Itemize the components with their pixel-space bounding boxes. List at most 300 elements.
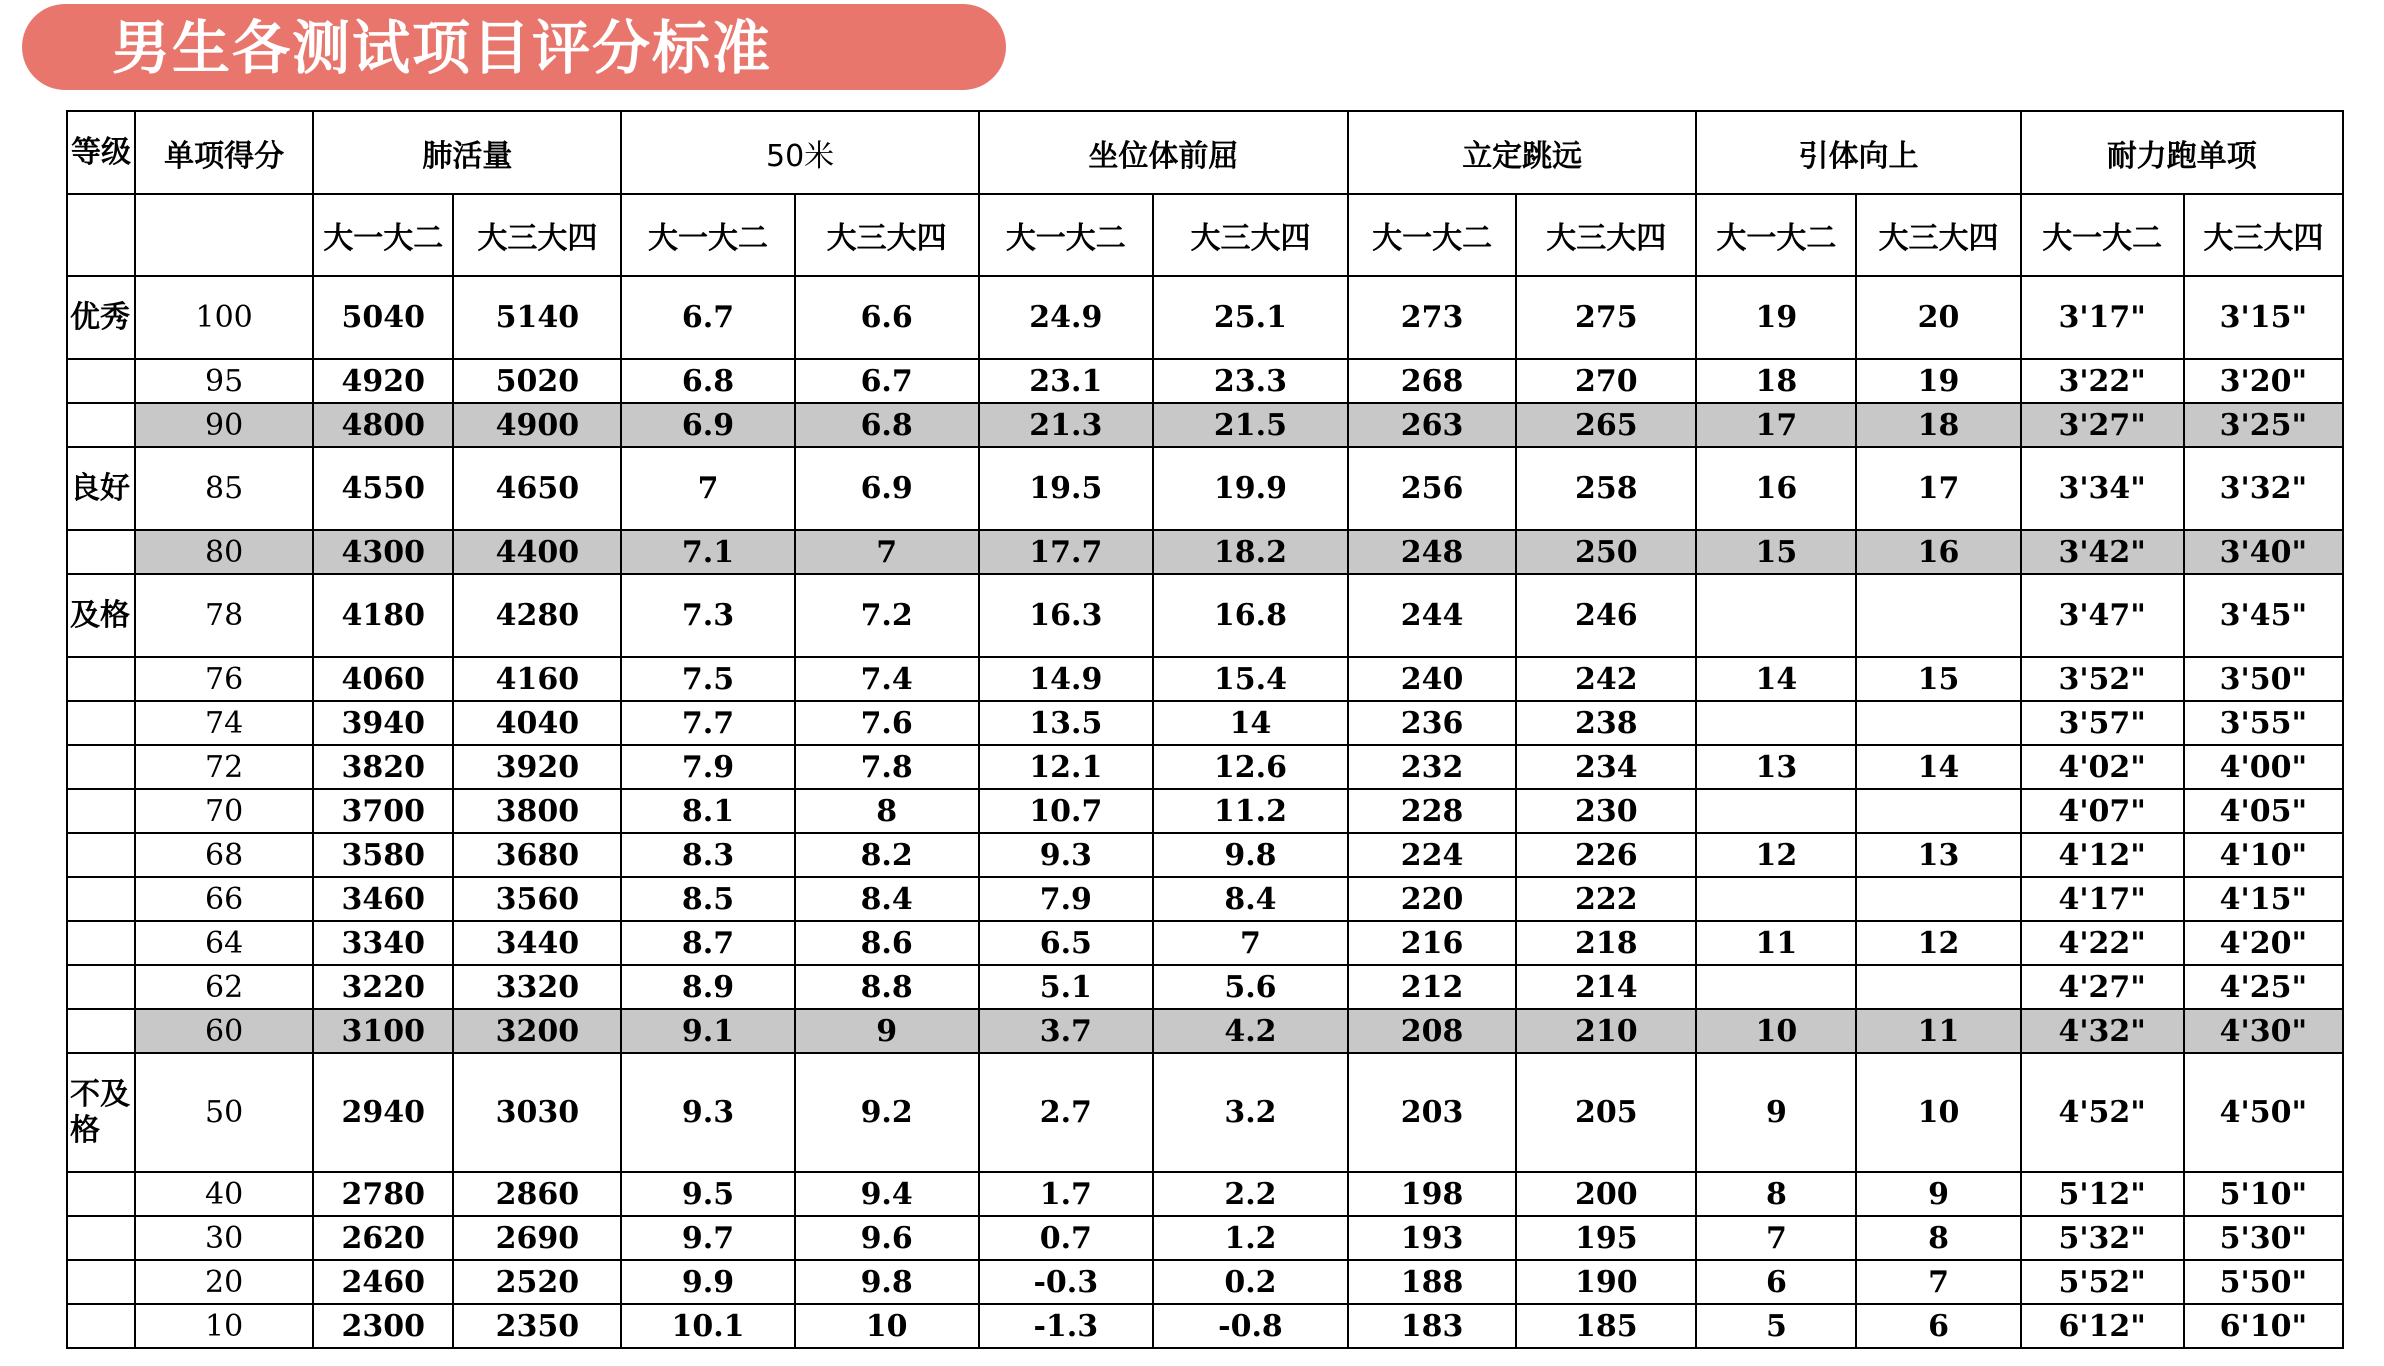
value-cell: 9.6 xyxy=(795,1216,979,1260)
value-cell: 15 xyxy=(1856,657,2020,701)
table-row xyxy=(67,1260,2343,1304)
value-cell: 240 xyxy=(1348,657,1516,701)
value-cell: 5020 xyxy=(453,359,621,403)
value-cell: 6.8 xyxy=(621,359,794,403)
value-cell: 4280 xyxy=(453,574,621,657)
value-cell: 21.5 xyxy=(1153,403,1348,447)
value-cell: 188 xyxy=(1348,1260,1516,1304)
grade-cell xyxy=(67,877,135,921)
value-cell: 16 xyxy=(1856,530,2020,574)
value-cell: 3460 xyxy=(313,877,453,921)
score-cell: 76 xyxy=(135,657,313,701)
value-cell: 13.5 xyxy=(979,701,1153,745)
table-row xyxy=(67,530,2343,574)
table-row xyxy=(67,1216,2343,1260)
table-row xyxy=(67,1304,2343,1348)
value-cell: 205 xyxy=(1516,1053,1696,1172)
value-cell: 5'50" xyxy=(2184,1260,2343,1304)
value-cell: 3'25" xyxy=(2184,403,2343,447)
value-cell: 5'30" xyxy=(2184,1216,2343,1260)
value-cell: -1.3 xyxy=(979,1304,1153,1348)
table-row xyxy=(67,789,2343,833)
value-cell: 193 xyxy=(1348,1216,1516,1260)
value-cell: 17 xyxy=(1696,403,1856,447)
grade-header: 等级 xyxy=(67,111,135,194)
value-cell: 7.9 xyxy=(621,745,794,789)
value-cell: 4'00" xyxy=(2184,745,2343,789)
value-cell: 4'17" xyxy=(2021,877,2184,921)
value-cell: 4'07" xyxy=(2021,789,2184,833)
value-cell: 9.8 xyxy=(795,1260,979,1304)
value-cell xyxy=(1696,574,1856,657)
value-cell: 8.6 xyxy=(795,921,979,965)
value-cell: 3030 xyxy=(453,1053,621,1172)
endurance-run-header: 耐力跑单项 xyxy=(2021,111,2343,194)
value-cell: 7 xyxy=(1153,921,1348,965)
value-cell: 210 xyxy=(1516,1009,1696,1053)
value-cell: 3'45" xyxy=(2184,574,2343,657)
page-title: 男生各测试项目评分标准 xyxy=(112,14,773,82)
value-cell: 3320 xyxy=(453,965,621,1009)
value-cell: 12.6 xyxy=(1153,745,1348,789)
value-cell: 4'30" xyxy=(2184,1009,2343,1053)
grade-cell xyxy=(67,657,135,701)
value-cell: 2940 xyxy=(313,1053,453,1172)
value-cell: 3.7 xyxy=(979,1009,1153,1053)
value-cell: 9 xyxy=(1696,1053,1856,1172)
value-cell: 270 xyxy=(1516,359,1696,403)
value-cell: 14 xyxy=(1696,657,1856,701)
value-cell: 18 xyxy=(1856,403,2020,447)
grade-cell xyxy=(67,359,135,403)
value-cell: -0.8 xyxy=(1153,1304,1348,1348)
value-cell: 2860 xyxy=(453,1172,621,1216)
value-cell: 7 xyxy=(795,530,979,574)
header-row xyxy=(67,111,2343,194)
table-row xyxy=(67,701,2343,745)
value-cell: 9 xyxy=(1856,1172,2020,1216)
value-cell xyxy=(1696,877,1856,921)
value-cell xyxy=(1696,701,1856,745)
value-cell xyxy=(1696,789,1856,833)
vital-capacity-header: 肺活量 xyxy=(313,111,621,194)
value-cell: 16.8 xyxy=(1153,574,1348,657)
value-cell: 0.2 xyxy=(1153,1260,1348,1304)
value-cell: 212 xyxy=(1348,965,1516,1009)
value-cell: 6'10" xyxy=(2184,1304,2343,1348)
value-cell: 8.1 xyxy=(621,789,794,833)
table-row xyxy=(67,276,2343,359)
value-cell: 3.2 xyxy=(1153,1053,1348,1172)
value-cell: 4060 xyxy=(313,657,453,701)
value-cell: 13 xyxy=(1856,833,2020,877)
score-cell: 30 xyxy=(135,1216,313,1260)
value-cell: 16 xyxy=(1696,447,1856,530)
value-cell: 3680 xyxy=(453,833,621,877)
value-cell: 2460 xyxy=(313,1260,453,1304)
value-cell: 4550 xyxy=(313,447,453,530)
value-cell: 3'50" xyxy=(2184,657,2343,701)
value-cell: 8.4 xyxy=(795,877,979,921)
value-cell: 5 xyxy=(1696,1304,1856,1348)
value-cell: 258 xyxy=(1516,447,1696,530)
value-cell: 15.4 xyxy=(1153,657,1348,701)
value-cell: 5.1 xyxy=(979,965,1153,1009)
table-row xyxy=(67,574,2343,657)
table-row xyxy=(67,1172,2343,1216)
value-cell: 3940 xyxy=(313,701,453,745)
value-cell: 17 xyxy=(1856,447,2020,530)
table-row xyxy=(67,1009,2343,1053)
value-cell: 5.6 xyxy=(1153,965,1348,1009)
value-cell: 3'52" xyxy=(2021,657,2184,701)
value-cell: 3'40" xyxy=(2184,530,2343,574)
value-cell: 7.7 xyxy=(621,701,794,745)
value-cell: 200 xyxy=(1516,1172,1696,1216)
value-cell: 0.7 xyxy=(979,1216,1153,1260)
value-cell: 8 xyxy=(795,789,979,833)
value-cell: 7 xyxy=(1856,1260,2020,1304)
value-cell: 2350 xyxy=(453,1304,621,1348)
score-cell: 72 xyxy=(135,745,313,789)
grade-cell xyxy=(67,789,135,833)
value-cell: 275 xyxy=(1516,276,1696,359)
subheader-cell: 大三大四 xyxy=(795,194,979,276)
value-cell: 7.9 xyxy=(979,877,1153,921)
table-row xyxy=(67,965,2343,1009)
value-cell: 185 xyxy=(1516,1304,1696,1348)
value-cell: 3340 xyxy=(313,921,453,965)
value-cell: 9.4 xyxy=(795,1172,979,1216)
score-cell: 78 xyxy=(135,574,313,657)
value-cell: 4920 xyxy=(313,359,453,403)
value-cell: 12 xyxy=(1696,833,1856,877)
value-cell: 234 xyxy=(1516,745,1696,789)
value-cell: 10.7 xyxy=(979,789,1153,833)
value-cell: 238 xyxy=(1516,701,1696,745)
value-cell: 218 xyxy=(1516,921,1696,965)
score-cell: 50 xyxy=(135,1053,313,1172)
score-cell: 62 xyxy=(135,965,313,1009)
value-cell: 1.7 xyxy=(979,1172,1153,1216)
value-cell: 10 xyxy=(795,1304,979,1348)
value-cell: 3220 xyxy=(313,965,453,1009)
value-cell: 4.2 xyxy=(1153,1009,1348,1053)
table-row xyxy=(67,921,2343,965)
value-cell: 9.2 xyxy=(795,1053,979,1172)
value-cell: 3'20" xyxy=(2184,359,2343,403)
value-cell: 6.8 xyxy=(795,403,979,447)
value-cell: 7 xyxy=(621,447,794,530)
score-header: 单项得分 xyxy=(135,111,313,194)
value-cell: 4'27" xyxy=(2021,965,2184,1009)
value-cell: 7 xyxy=(1696,1216,1856,1260)
value-cell: 4'32" xyxy=(2021,1009,2184,1053)
grade-cell xyxy=(67,1172,135,1216)
value-cell: 4'10" xyxy=(2184,833,2343,877)
value-cell: 6.9 xyxy=(795,447,979,530)
value-cell: 3'47" xyxy=(2021,574,2184,657)
value-cell: 4180 xyxy=(313,574,453,657)
value-cell: 6 xyxy=(1856,1304,2020,1348)
value-cell: 9.1 xyxy=(621,1009,794,1053)
subheader-cell: 大三大四 xyxy=(2184,194,2343,276)
value-cell: 25.1 xyxy=(1153,276,1348,359)
score-cell: 40 xyxy=(135,1172,313,1216)
subheader-cell: 大一大二 xyxy=(1348,194,1516,276)
value-cell: 19.5 xyxy=(979,447,1153,530)
value-cell: 183 xyxy=(1348,1304,1516,1348)
standing-long-jump-header: 立定跳远 xyxy=(1348,111,1696,194)
value-cell: 9.5 xyxy=(621,1172,794,1216)
value-cell: 21.3 xyxy=(979,403,1153,447)
subheader-row xyxy=(67,194,2343,276)
table-row xyxy=(67,833,2343,877)
value-cell: 17.7 xyxy=(979,530,1153,574)
value-cell: 2.7 xyxy=(979,1053,1153,1172)
grade-cell xyxy=(67,833,135,877)
value-cell: 4'20" xyxy=(2184,921,2343,965)
value-cell: 6.9 xyxy=(621,403,794,447)
value-cell xyxy=(1856,877,2020,921)
pull-up-header: 引体向上 xyxy=(1696,111,2020,194)
score-cell: 70 xyxy=(135,789,313,833)
value-cell xyxy=(1856,701,2020,745)
value-cell xyxy=(1696,965,1856,1009)
value-cell: 12.1 xyxy=(979,745,1153,789)
value-cell: 1.2 xyxy=(1153,1216,1348,1260)
value-cell: 8.8 xyxy=(795,965,979,1009)
value-cell: 268 xyxy=(1348,359,1516,403)
value-cell: 208 xyxy=(1348,1009,1516,1053)
value-cell: 12 xyxy=(1856,921,2020,965)
subheader-cell: 大三大四 xyxy=(1856,194,2020,276)
value-cell: 265 xyxy=(1516,403,1696,447)
value-cell: 3'17" xyxy=(2021,276,2184,359)
value-cell: 23.3 xyxy=(1153,359,1348,403)
value-cell: 222 xyxy=(1516,877,1696,921)
value-cell: 2300 xyxy=(313,1304,453,1348)
value-cell: 24.9 xyxy=(979,276,1153,359)
value-cell: 4300 xyxy=(313,530,453,574)
value-cell: 3820 xyxy=(313,745,453,789)
value-cell: 16.3 xyxy=(979,574,1153,657)
value-cell: 10 xyxy=(1856,1053,2020,1172)
subheader-cell: 大一大二 xyxy=(2021,194,2184,276)
value-cell: 7.8 xyxy=(795,745,979,789)
value-cell: 6'12" xyxy=(2021,1304,2184,1348)
value-cell: 10.1 xyxy=(621,1304,794,1348)
subheader-cell: 大三大四 xyxy=(1516,194,1696,276)
subheader-cell: 大一大二 xyxy=(1696,194,1856,276)
value-cell: 6.7 xyxy=(795,359,979,403)
subheader-cell: 大三大四 xyxy=(453,194,621,276)
empty-cell xyxy=(135,194,313,276)
value-cell: 4400 xyxy=(453,530,621,574)
value-cell: 3'32" xyxy=(2184,447,2343,530)
value-cell: 7.6 xyxy=(795,701,979,745)
grade-cell xyxy=(67,745,135,789)
value-cell: 7.2 xyxy=(795,574,979,657)
value-cell: 3100 xyxy=(313,1009,453,1053)
grade-cell: 不及格 xyxy=(67,1053,135,1172)
value-cell: 3'15" xyxy=(2184,276,2343,359)
value-cell xyxy=(1856,789,2020,833)
table-row xyxy=(67,1053,2343,1172)
value-cell: 4'25" xyxy=(2184,965,2343,1009)
value-cell: 214 xyxy=(1516,965,1696,1009)
score-cell: 60 xyxy=(135,1009,313,1053)
score-cell: 74 xyxy=(135,701,313,745)
value-cell: 6.5 xyxy=(979,921,1153,965)
grade-cell xyxy=(67,701,135,745)
value-cell: 4'02" xyxy=(2021,745,2184,789)
score-cell: 10 xyxy=(135,1304,313,1348)
value-cell: 3200 xyxy=(453,1009,621,1053)
value-cell: 11.2 xyxy=(1153,789,1348,833)
value-cell: 13 xyxy=(1696,745,1856,789)
value-cell: 3440 xyxy=(453,921,621,965)
score-cell: 85 xyxy=(135,447,313,530)
value-cell: 20 xyxy=(1856,276,2020,359)
value-cell: 23.1 xyxy=(979,359,1153,403)
value-cell: 244 xyxy=(1348,574,1516,657)
value-cell: 2520 xyxy=(453,1260,621,1304)
value-cell: 5'32" xyxy=(2021,1216,2184,1260)
subheader-cell: 大一大二 xyxy=(979,194,1153,276)
value-cell: 14 xyxy=(1856,745,2020,789)
table-row xyxy=(67,877,2343,921)
value-cell: 4'12" xyxy=(2021,833,2184,877)
grade-cell xyxy=(67,965,135,1009)
value-cell: 19.9 xyxy=(1153,447,1348,530)
value-cell: 263 xyxy=(1348,403,1516,447)
value-cell: 3'22" xyxy=(2021,359,2184,403)
value-cell: 226 xyxy=(1516,833,1696,877)
value-cell: 9 xyxy=(795,1009,979,1053)
empty-cell xyxy=(67,194,135,276)
value-cell: 8 xyxy=(1696,1172,1856,1216)
score-cell: 64 xyxy=(135,921,313,965)
value-cell: 2780 xyxy=(313,1172,453,1216)
score-cell: 66 xyxy=(135,877,313,921)
score-cell: 20 xyxy=(135,1260,313,1304)
value-cell: 11 xyxy=(1696,921,1856,965)
grade-cell xyxy=(67,1216,135,1260)
value-cell: 8.5 xyxy=(621,877,794,921)
value-cell: 5140 xyxy=(453,276,621,359)
value-cell: 7.5 xyxy=(621,657,794,701)
value-cell: 5'10" xyxy=(2184,1172,2343,1216)
value-cell: 195 xyxy=(1516,1216,1696,1260)
value-cell: 236 xyxy=(1348,701,1516,745)
value-cell: 2620 xyxy=(313,1216,453,1260)
value-cell: 8.4 xyxy=(1153,877,1348,921)
score-cell: 90 xyxy=(135,403,313,447)
value-cell: 19 xyxy=(1696,276,1856,359)
subheader-cell: 大一大二 xyxy=(621,194,794,276)
grade-cell xyxy=(67,1304,135,1348)
value-cell: 190 xyxy=(1516,1260,1696,1304)
value-cell: 203 xyxy=(1348,1053,1516,1172)
value-cell: 9.7 xyxy=(621,1216,794,1260)
sit-and-reach-header: 坐位体前屈 xyxy=(979,111,1348,194)
value-cell: 5'52" xyxy=(2021,1260,2184,1304)
value-cell: 9.8 xyxy=(1153,833,1348,877)
score-cell: 80 xyxy=(135,530,313,574)
value-cell xyxy=(1856,965,2020,1009)
value-cell: 3'42" xyxy=(2021,530,2184,574)
value-cell: 4040 xyxy=(453,701,621,745)
value-cell: 9.9 xyxy=(621,1260,794,1304)
grade-cell xyxy=(67,403,135,447)
grade-cell: 优秀 xyxy=(67,276,135,359)
table-row xyxy=(67,359,2343,403)
value-cell: 14 xyxy=(1153,701,1348,745)
score-cell: 95 xyxy=(135,359,313,403)
grade-cell: 良好 xyxy=(67,447,135,530)
value-cell: 8 xyxy=(1856,1216,2020,1260)
value-cell: 8.9 xyxy=(621,965,794,1009)
value-cell: 4'22" xyxy=(2021,921,2184,965)
value-cell: 3580 xyxy=(313,833,453,877)
value-cell: 6.7 xyxy=(621,276,794,359)
value-cell: 4800 xyxy=(313,403,453,447)
scoring-standards-table xyxy=(66,110,2344,1349)
value-cell: 19 xyxy=(1856,359,2020,403)
subheader-cell: 大三大四 xyxy=(1153,194,1348,276)
value-cell: 15 xyxy=(1696,530,1856,574)
value-cell: 4160 xyxy=(453,657,621,701)
value-cell: 3800 xyxy=(453,789,621,833)
grade-cell xyxy=(67,1009,135,1053)
value-cell: 6.6 xyxy=(795,276,979,359)
value-cell xyxy=(1856,574,2020,657)
value-cell: 230 xyxy=(1516,789,1696,833)
value-cell: 7.4 xyxy=(795,657,979,701)
value-cell: 3'27" xyxy=(2021,403,2184,447)
table-row xyxy=(67,657,2343,701)
value-cell: 11 xyxy=(1856,1009,2020,1053)
score-cell: 100 xyxy=(135,276,313,359)
value-cell: 2690 xyxy=(453,1216,621,1260)
value-cell: 216 xyxy=(1348,921,1516,965)
value-cell: 228 xyxy=(1348,789,1516,833)
grade-cell xyxy=(67,921,135,965)
50m-header: 50米 xyxy=(621,111,978,194)
value-cell: 232 xyxy=(1348,745,1516,789)
value-cell: 220 xyxy=(1348,877,1516,921)
value-cell: 7.3 xyxy=(621,574,794,657)
table-row xyxy=(67,403,2343,447)
value-cell: 3700 xyxy=(313,789,453,833)
value-cell: 256 xyxy=(1348,447,1516,530)
value-cell: 273 xyxy=(1348,276,1516,359)
value-cell: 18 xyxy=(1696,359,1856,403)
value-cell: 9.3 xyxy=(621,1053,794,1172)
value-cell: 250 xyxy=(1516,530,1696,574)
value-cell: 5'12" xyxy=(2021,1172,2184,1216)
table-row xyxy=(67,745,2343,789)
grade-cell xyxy=(67,530,135,574)
value-cell: 4'05" xyxy=(2184,789,2343,833)
value-cell: 7.1 xyxy=(621,530,794,574)
value-cell: 4'52" xyxy=(2021,1053,2184,1172)
subheader-cell: 大一大二 xyxy=(313,194,453,276)
score-cell: 68 xyxy=(135,833,313,877)
value-cell: 3'57" xyxy=(2021,701,2184,745)
value-cell: 3920 xyxy=(453,745,621,789)
